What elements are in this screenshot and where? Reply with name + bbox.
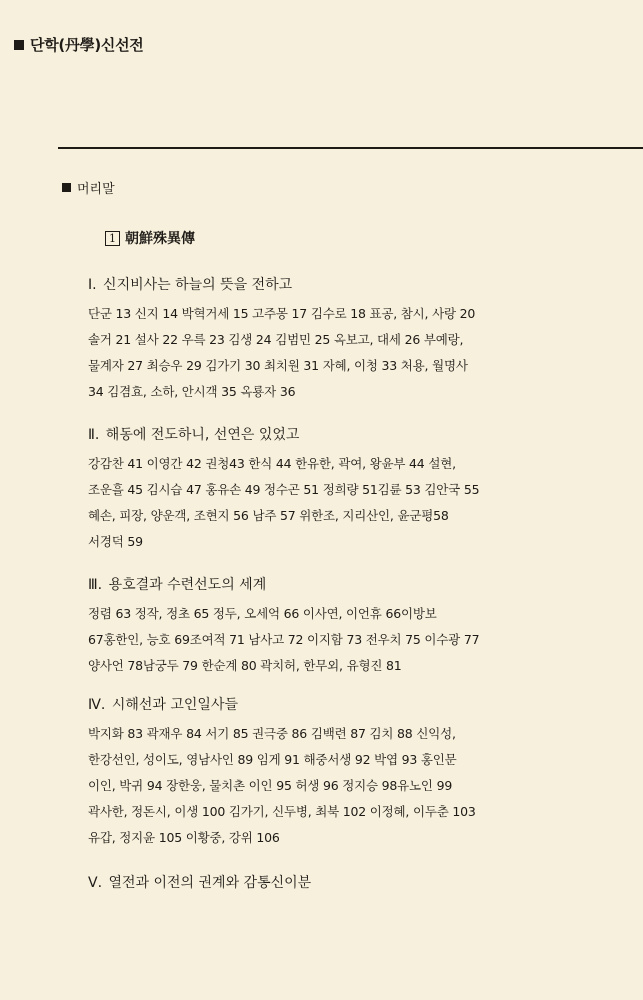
square-bullet-icon xyxy=(62,183,71,192)
entry-line: 곽사한, 정돈시, 이생 100 김가기, 신두병, 최북 102 이정혜, 이두춘 103 xyxy=(88,804,476,819)
entry-line: 67홍한인, 능호 69조여적 71 남사고 72 이지함 73 전우치 75 이수광 77 xyxy=(88,632,480,647)
section-title-text: 신지비사는 하늘의 뜻을 전하고 xyxy=(103,277,293,293)
section-title xyxy=(88,424,628,446)
section-title xyxy=(88,694,628,716)
entry-line: 단군 13 신지 14 박혁거세 15 고주몽 17 김수로 18 표공, 참시, 사랑 20 xyxy=(88,306,476,321)
entry-line: 34 김겸효, 소하, 안시객 35 옥룡자 36 xyxy=(88,384,296,399)
entry-line: 솔거 21 설사 22 우륵 23 김생 24 김범민 25 옥보고, 대세 26 부예랑, xyxy=(88,332,464,347)
section-title-text: 해동에 전도하니, 선연은 있었고 xyxy=(105,427,300,443)
entry-line: 강감찬 41 이영간 42 권청43 한식 44 한유한, 곽여, 왕윤부 44 설현, xyxy=(88,456,456,471)
running-header xyxy=(14,34,143,55)
section-title xyxy=(88,872,628,894)
entry-line: 조운흘 45 김시습 47 홍유손 49 정수곤 51 정희량 51김륜 53 김안국 55 xyxy=(88,482,480,497)
section-entries xyxy=(88,601,628,679)
section-title xyxy=(88,574,628,596)
horizontal-rule xyxy=(58,147,643,149)
entry-line: 한강선인, 성이도, 영남사인 89 임게 91 해중서생 92 박엽 93 홍인문 xyxy=(88,752,457,767)
section-number: Ⅳ. xyxy=(88,697,106,713)
section-entries xyxy=(88,301,628,405)
section-5 xyxy=(88,872,628,894)
section-title-text: 용호결과 수련선도의 세계 xyxy=(108,577,267,593)
book-heading xyxy=(105,228,195,248)
preface-heading xyxy=(62,178,115,197)
entry-line: 양사언 78남궁두 79 한순계 80 곽치허, 한무외, 유형진 81 xyxy=(88,658,402,673)
entry-line: 박지화 83 곽재우 84 서기 85 권극중 86 김백련 87 김치 88 신익성, xyxy=(88,726,456,741)
section-entries xyxy=(88,721,628,851)
running-header-title: 단학(丹學)신선전 xyxy=(30,36,144,54)
section-title-text: 열전과 이전의 권계와 감통신이분 xyxy=(108,875,312,891)
section-3 xyxy=(88,574,628,679)
section-number: Ⅱ. xyxy=(88,427,100,443)
section-number: Ⅲ. xyxy=(88,577,103,593)
entry-line: 혜손, 피장, 양운객, 조현지 56 남주 57 위한조, 지리산인, 윤군평58 xyxy=(88,508,449,523)
section-entries xyxy=(88,451,628,555)
entry-line: 물계자 27 최승우 29 김가기 30 최치원 31 자혜, 이청 33 처용, 월명사 xyxy=(88,358,468,373)
entry-line: 정렴 63 정작, 정초 65 정두, 오세억 66 이사연, 이언휴 66이방보 xyxy=(88,606,437,621)
preface-label: 머리말 xyxy=(77,182,115,197)
square-bullet-icon xyxy=(14,40,24,50)
book-title: 朝鮮殊異傳 xyxy=(125,231,195,247)
section-4 xyxy=(88,694,628,851)
section-1 xyxy=(88,274,628,405)
entry-line: 유갑, 정지윤 105 이황중, 강위 106 xyxy=(88,830,280,845)
book-number-box: 1 xyxy=(105,231,120,246)
entry-line: 서경덕 59 xyxy=(88,534,143,549)
section-title xyxy=(88,274,628,296)
entry-line: 이인, 박귀 94 장한웅, 물치촌 이인 95 허생 96 정지승 98유노인 99 xyxy=(88,778,453,793)
section-number: Ⅰ. xyxy=(88,277,97,293)
section-number: Ⅴ. xyxy=(88,875,103,891)
section-title-text: 시해선과 고인일사들 xyxy=(111,697,238,713)
section-2 xyxy=(88,424,628,555)
